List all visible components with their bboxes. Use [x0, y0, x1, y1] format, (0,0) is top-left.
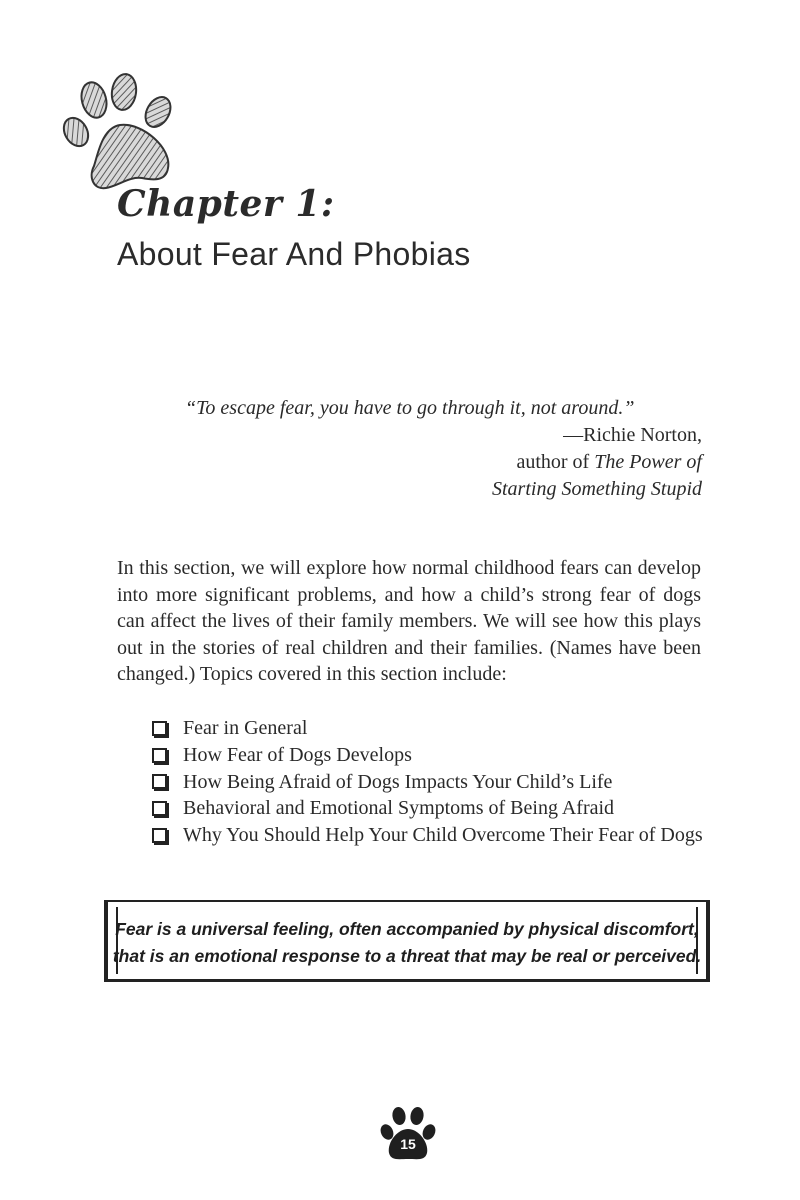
list-item — [152, 769, 703, 796]
list-item — [152, 822, 703, 849]
page-paw-icon — [379, 1105, 437, 1163]
epigraph-book-title-2: Starting Something Stupid — [492, 478, 702, 500]
checkbox-icon — [152, 721, 167, 736]
epigraph-book-line-1 — [150, 449, 702, 476]
topic-label: How Being Afraid of Dogs Impacts Your Child’s Life — [183, 770, 613, 793]
list-item — [152, 795, 703, 822]
callout-box — [104, 900, 710, 982]
chapter-subtitle: About Fear And Phobias — [117, 236, 471, 272]
epigraph-author-of: author of — [516, 451, 595, 473]
checkbox-icon — [152, 774, 167, 789]
epigraph-quote: “To escape fear, you have to go through it, not around.” — [185, 397, 635, 419]
callout-text — [108, 916, 706, 970]
callout-line-2: that is an emotional response to a threat that may be real or perceived. — [112, 946, 702, 966]
topic-label: Why You Should Help Your Child Overcome Their Fear of Dogs — [183, 824, 703, 847]
checkbox-icon — [152, 748, 167, 763]
paw-print-icon — [60, 70, 180, 195]
page-number: 15 — [400, 1136, 416, 1152]
epigraph — [150, 395, 702, 503]
callout-line-1: Fear is a universal feeling, often accompanied by physical discomfort, — [115, 919, 699, 939]
topics-list — [152, 715, 703, 849]
topic-label: Behavioral and Emotional Symptoms of Being Afraid — [183, 797, 615, 820]
epigraph-author: —Richie Norton, — [563, 424, 702, 446]
list-item — [152, 742, 703, 769]
intro-paragraph: In this section, we will explore how normal childhood fears can develop into more significant problems, and how a child’s strong fear of dogs can affect the lives of their family members. We will see how this plays out in the stories of real children and their families. (Names have been changed.) Topics covered in this section include: — [117, 557, 701, 685]
topic-label: Fear in General — [183, 717, 308, 739]
list-item — [152, 715, 703, 742]
chapter-title: Chapter 1: — [117, 183, 335, 225]
topic-label: How Fear of Dogs Develops — [183, 743, 412, 766]
checkbox-icon — [152, 828, 167, 843]
checkbox-icon — [152, 801, 167, 816]
epigraph-book-title-1: The Power of — [594, 451, 702, 473]
